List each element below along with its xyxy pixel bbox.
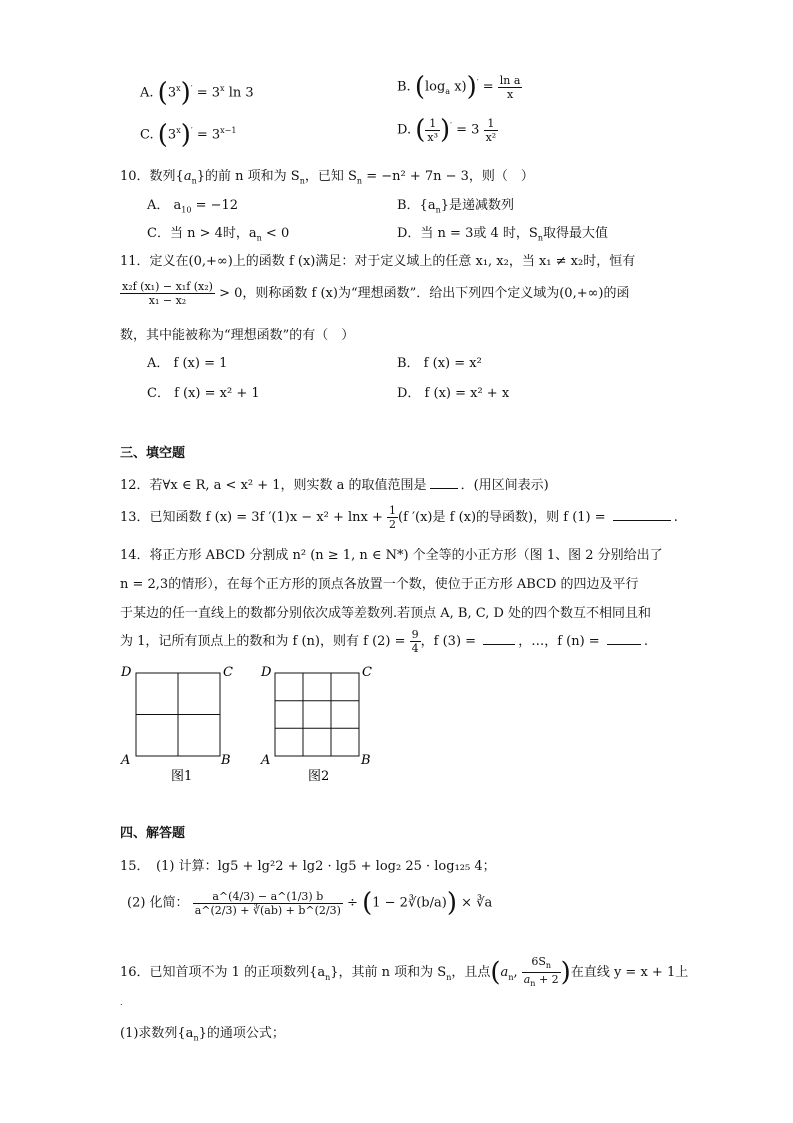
q10-option-b: B．$\{a_n\}$是递减数列 [397, 198, 515, 215]
q16-line1: 16．已知首项不为 1 的正项数列$\{a_n\}$，其前 n 项和为 $S_n$，且点($a_n$, $\frac{6S_n}{a_n + 2}$ )在直线 y = x + 1上 [120, 955, 689, 989]
figure-2 [260, 665, 372, 784]
q9-option-c: C. $(3^x)' = 3^{x-1}$ [140, 120, 237, 150]
q14-line2: n = 2,3的情形），在每个正方形的顶点各放置一个数，使位于正方形 ABCD 的四边及平行 [120, 577, 639, 592]
q13-answer-blank[interactable] [613, 519, 671, 521]
q11-option-a: A． f (x) = 1 [147, 356, 228, 371]
q10-option-c: C．当 n > 4时，$a_n < 0$ [147, 226, 290, 243]
q12: 12．若∀x ∈ R, a < x² + 1，则实数 a 的取值范围是 ．(用区间表示) [120, 478, 549, 493]
q10-option-d: D．当 n = 3或 4 时，$S_n$取得最大值 [397, 226, 608, 243]
q12-answer-blank[interactable] [430, 487, 458, 489]
fig1-label-c: C [223, 665, 233, 680]
q11-option-c: C． f (x) = x² + 1 [147, 386, 260, 401]
q13: 13．已知函数 f (x) = 3f ′(1)x − x² + lnx + $\frac{1}{2}$ (f ′(x)是 f (x)的导函数)，则 f (1) = . [120, 504, 678, 531]
fig2-caption: 图2 [308, 769, 330, 784]
fig2-square [275, 673, 359, 756]
figure-1 [120, 665, 233, 784]
q9-option-a: A. $(3^x)' = 3^x$ ln 3 [140, 78, 254, 108]
q15-part1: 15． (1) 计算：lg5 + lg²2 + lg2 · lg5 + log₂ 25 · log₁₂₅ 4； [120, 859, 496, 874]
q11-line2: $\frac{\text{x₂f (x₁) − x₁f (x₂)}}{\text{x₁ − x₂}}$ > 0，则称函数 f (x)为“理想函数”．给出下列四个定义域为(0,+∞)的函 [122, 280, 630, 307]
fig1-caption: 图1 [171, 769, 193, 784]
q10-stem: 10．数列$\{a_n\}$的前 n 项和为 $S_n$，已知 $S_n = -n^2 + 7n - 3$，则（ ） [120, 169, 534, 186]
q16-part1: (1)求数列$\{a_n\}$的通项公式； [120, 1026, 285, 1043]
q14-line3: 于某边的任一直线上的数都分别依次成等差数列.若顶点 A, B, C, D 处的四个数互不相同且和 [120, 606, 652, 621]
fig1-label-a: A [121, 753, 131, 768]
q9-option-d: D. ( $\frac{1}{\text{x³}}$ )′ = 3 $\frac{1}{\text{x²}}$ [397, 115, 497, 145]
q14-line1: 14．将正方形 ABCD 分割成 n² (n ≥ 1, n ∈ N*) 个全等的小正方形（图 1、图 2 分别给出了 [120, 548, 663, 563]
q11-option-b: B． f (x) = x² [397, 356, 482, 371]
q10-option-a: A． $a_{10} = -12$ [147, 198, 239, 215]
section-title-fill-in: 三、填空题 [120, 446, 186, 461]
q11-option-d: D． f (x) = x² + x [397, 386, 510, 401]
fig1-label-b: B [221, 753, 231, 768]
fig2-label-b: B [361, 753, 371, 768]
fig2-label-c: C [362, 665, 372, 680]
q14-fn-blank[interactable] [607, 643, 641, 645]
q9-option-b: B. ($\log_a$ x))′ = $\frac{\text{ln a}}{x}$ [397, 72, 521, 102]
q11-line1: 11．定义在(0,+∞)上的函数 f (x)满足：对于定义域上的任意 x₁, x₂，当 x₁ ≠ x₂时，恒有 [120, 254, 636, 269]
q14-figures [115, 660, 385, 788]
q14-f3-blank[interactable] [483, 643, 515, 645]
q11-line3: 数，其中能被称为“理想函数”的有（ ） [120, 328, 355, 343]
q16-dot: . [120, 998, 123, 1007]
fig2-label-d: D [261, 665, 272, 680]
section-title-solve: 四、解答题 [120, 826, 186, 841]
fig2-label-a: A [261, 753, 271, 768]
q14-line4: 为 1，记所有顶点上的数和为 f (n)，则有 f (2) = $\frac{9}{4}$ ，f (3) = ，…，f (n) = . [120, 628, 648, 655]
fig1-label-d: D [121, 665, 132, 680]
q15-part2: (2) 化简： $\frac{a\^{}(4/3) - a\^{}(1/3) b}{a\^{}(2/3) + ∛(ab) + b\^{}(2/3)}$ ÷ (1 − 2∛(b/a)) × ∛a [127, 888, 493, 918]
